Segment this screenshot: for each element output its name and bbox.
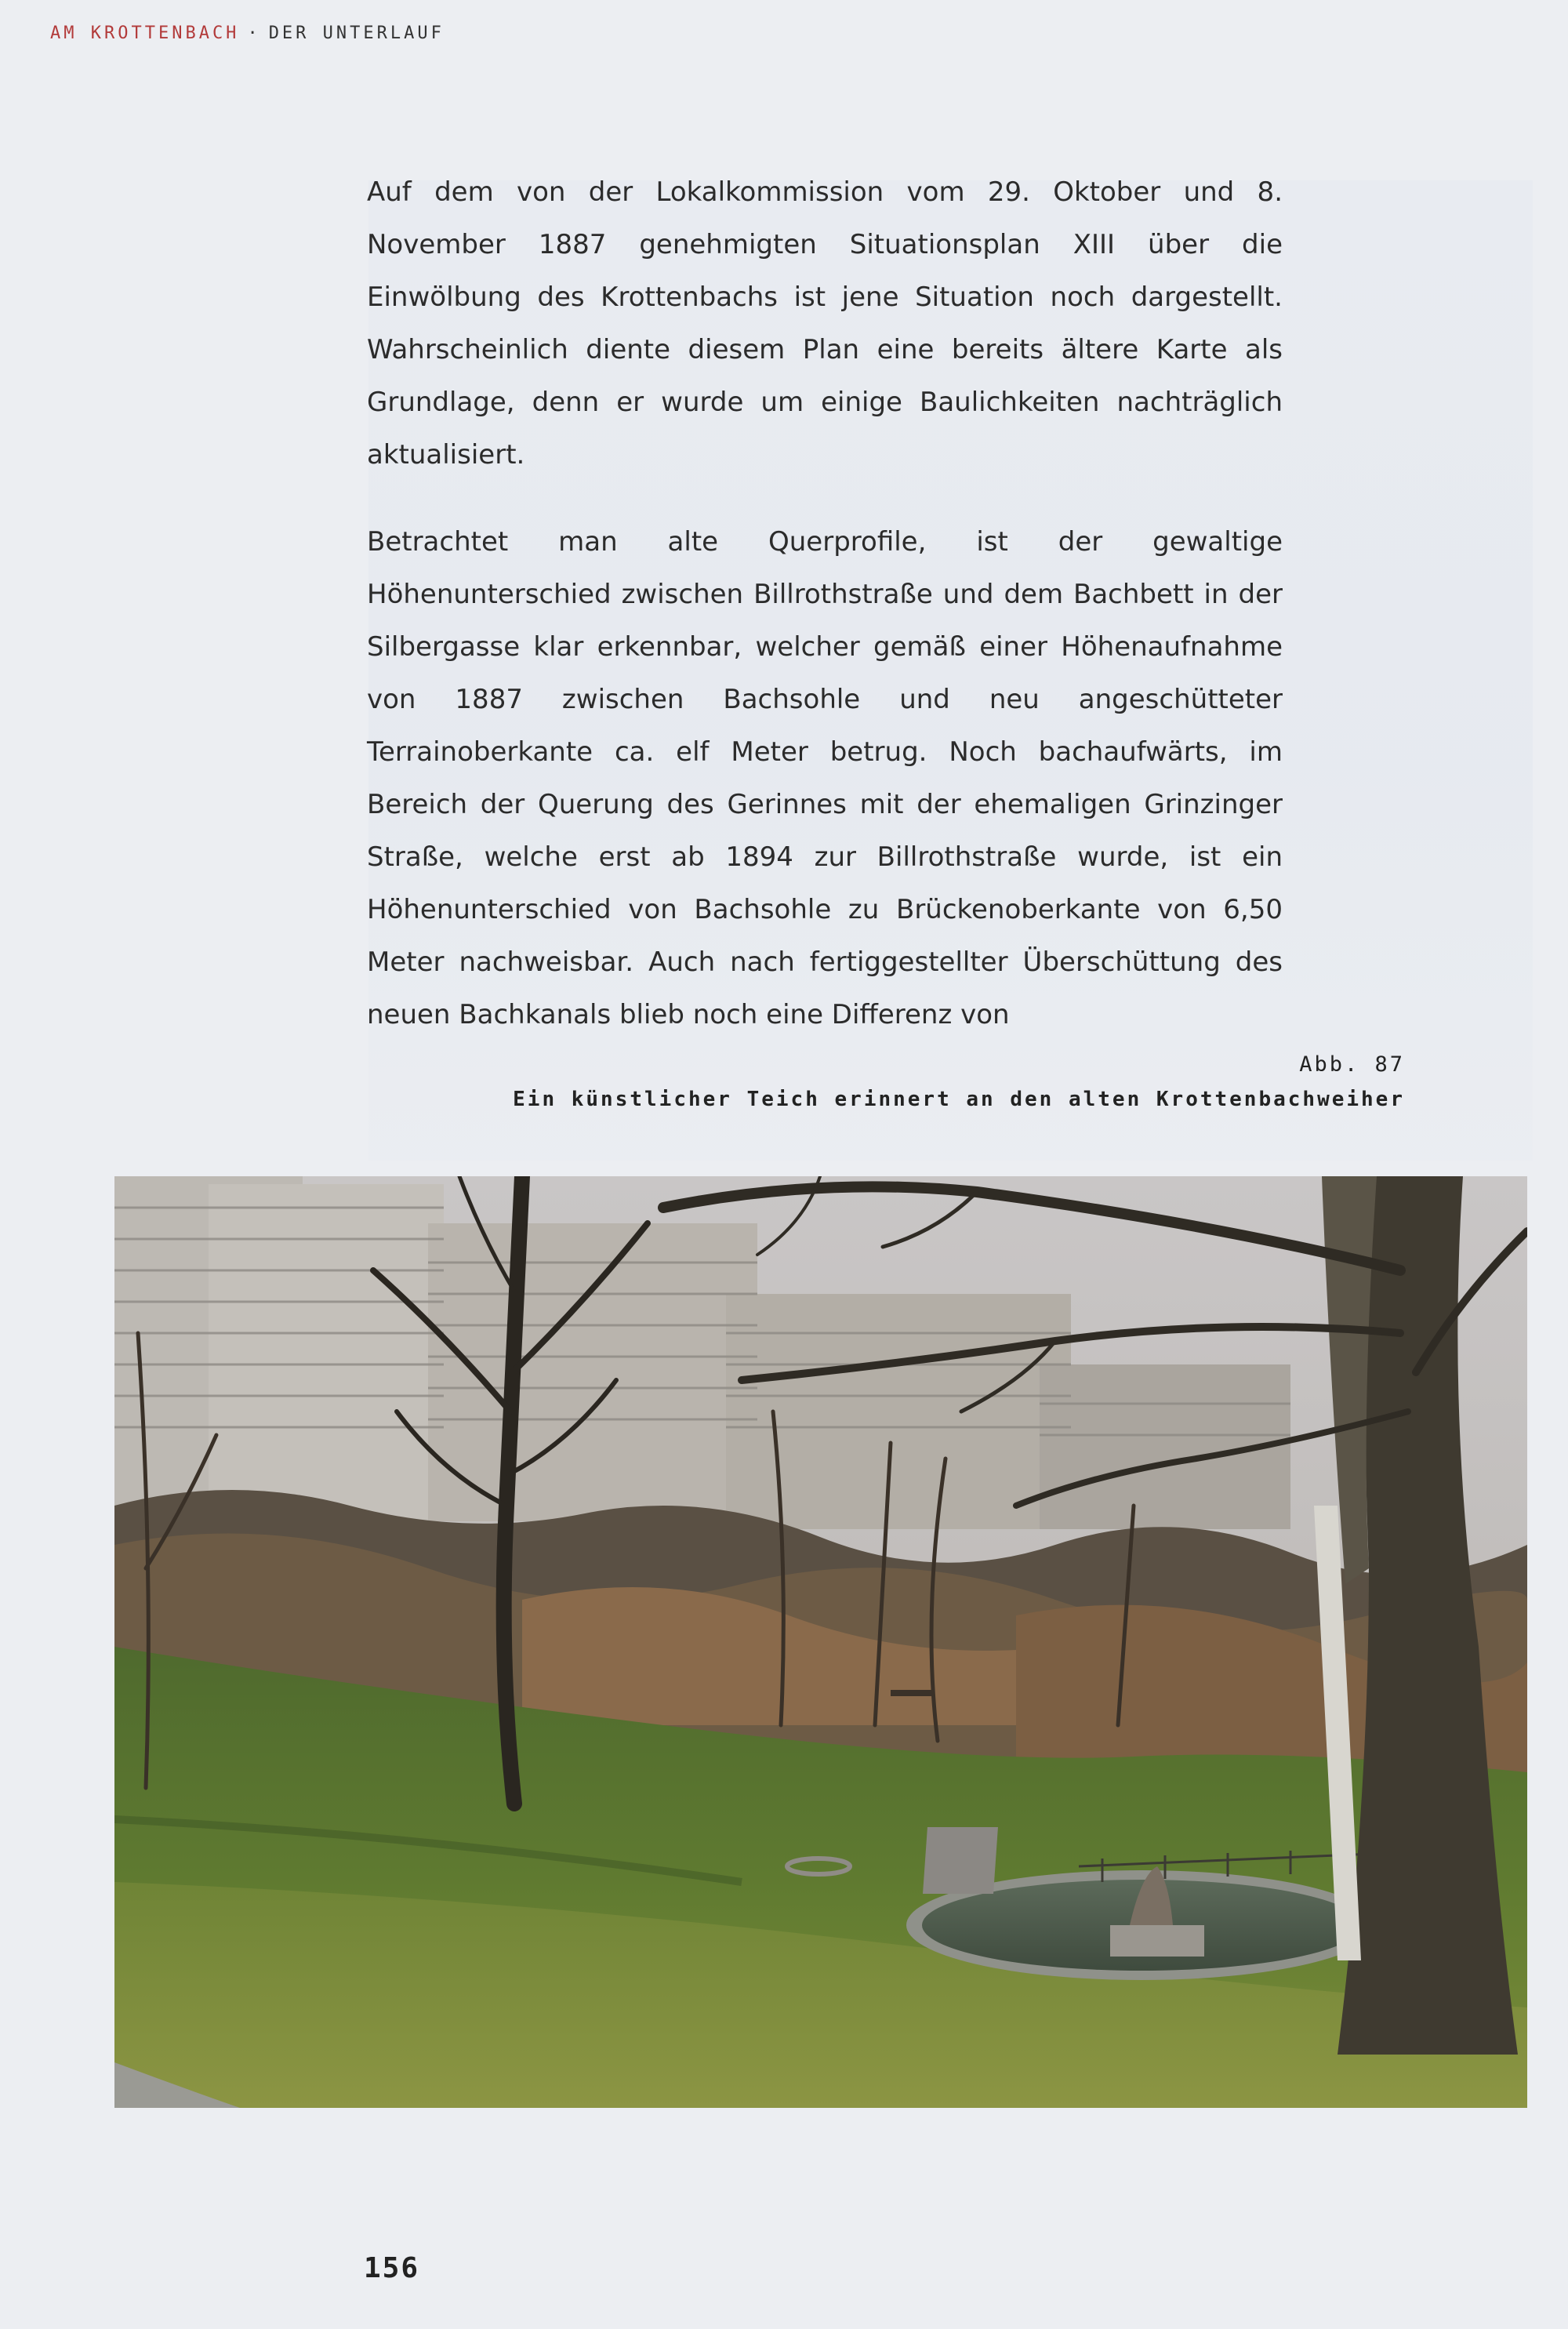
park-pond-photo <box>114 1176 1527 2108</box>
header-separator: · <box>247 24 261 43</box>
page-number: 156 <box>364 2252 420 2284</box>
header-section: DER UNTERLAUF <box>268 24 445 43</box>
figure-caption-text: Ein künstlicher Teich erinnert an den alten Krottenbachweiher <box>513 1088 1405 1111</box>
running-header <box>50 24 445 43</box>
paragraph-2: Betrachtet man alte Querprofile, ist der gewaltige Höhenunterschied zwischen Billrothstraße und dem Bachbett in der Silbergasse klar erkennbar, welcher gemäß einer Höhenaufnahme von 1887 zwischen Bachsohle und neu angeschütteter Terrainoberkante ca. elf Meter betrug. Noch bachaufwärts, im Bereich der Querung des Gerinnes mit der ehemaligen Grinzinger Straße, welche erst ab 1894 zur Billrothstraße wurde, ist ein Höhenunterschied von Bachsohle zu Brückenoberkante von 6,50 Meter nachweisbar. Auch nach fertiggestellter Überschüttung des neuen Bachkanals blieb noch eine Differenz von <box>367 526 1283 1030</box>
body-text <box>367 166 1283 1076</box>
figure-caption <box>513 1048 1405 1117</box>
park-pond-illustration <box>114 1176 1527 2108</box>
figure-number: Abb. 87 <box>1299 1052 1405 1077</box>
paragraph-1: Auf dem von der Lokalkommission vom 29. Oktober und 8. November 1887 genehmigten Situationsplan XIII über die Einwölbung des Krottenbachs ist jene Situation noch dargestellt. Wahrscheinlich diente diesem Plan eine bereits ältere Karte als Grundlage, denn er wurde um einige Baulichkeiten nachträglich aktualisiert. <box>367 176 1283 471</box>
header-chapter: AM KROTTENBACH <box>50 24 240 43</box>
